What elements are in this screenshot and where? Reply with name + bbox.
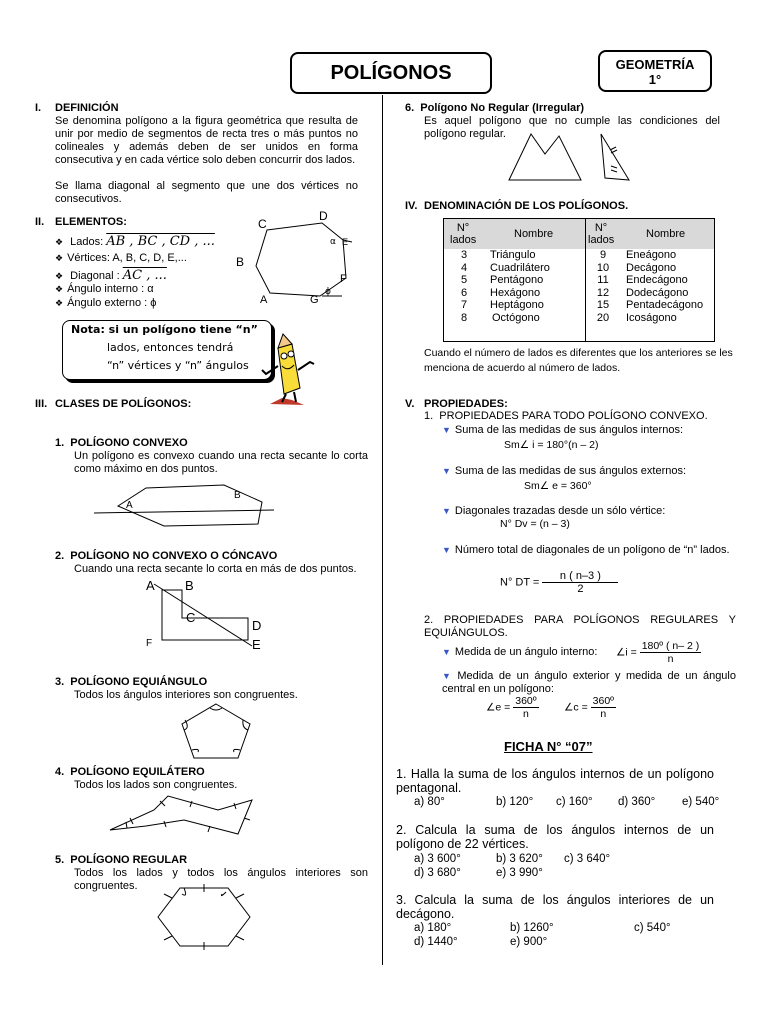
table-row: 10 Decágono <box>596 261 677 274</box>
convex-label-b: B <box>234 490 241 501</box>
section-4-number: IV. <box>405 200 418 212</box>
section-3-number: III. <box>35 398 48 410</box>
option: d) 1440° <box>414 936 458 948</box>
convex-label-a: A <box>126 500 133 511</box>
question-1-options <box>414 796 744 808</box>
question-3: 3. Calcula la suma de los ángulos interiores de un decágono. <box>396 893 714 921</box>
question-2: 2. Calcula la suma de los ángulos internos de un polígono de 22 vértices. <box>396 823 714 851</box>
regular-text: Todos los lados y todos los ángulos interiores son congruentes. <box>74 867 368 892</box>
table-row: 4 Cuadrilátero <box>460 261 550 274</box>
table-row: 20 Icoságono <box>596 311 677 324</box>
nota-line-2: lados, entonces tendrá <box>107 341 234 354</box>
prop-interior-angle-text: Medida de un ángulo interno: <box>454 646 598 658</box>
prop-interior-angle <box>442 646 597 658</box>
diagonal-value: AC , ... <box>122 268 167 283</box>
section-5-number: V. <box>405 398 415 410</box>
formula-central-angle-left: ∠c = <box>564 701 588 714</box>
vertices-item <box>55 252 187 264</box>
fig-label-c: C <box>258 217 267 231</box>
col-lados-label-2: lados <box>588 234 615 246</box>
nota-line-3: “n” vértices y “n” ángulos <box>107 359 249 372</box>
header-n-right <box>588 222 614 246</box>
option: e) 540° <box>682 796 720 808</box>
table-row: 8 Octógono <box>460 311 540 324</box>
no-convexo-text: Cuando una recta secante lo corta en más de dos puntos. <box>74 563 357 575</box>
option: c) 540° <box>634 922 671 934</box>
diagonal-item <box>55 268 167 283</box>
table-row: 12 Dodecágono <box>596 286 689 299</box>
fig-label-f: F <box>340 273 347 285</box>
diagonal-definition: Se llama diagonal al segmento que une dos vértices no consecutivos. <box>55 180 358 205</box>
prop-2-title: 2. PROPIEDADES PARA POLÍGONOS REGULARES Y EQUIÁNGULOS. <box>424 614 736 639</box>
page-title: POLÍGONOS <box>330 62 452 84</box>
concave-label-c: C <box>186 610 196 625</box>
grade-label: 1° <box>648 72 662 87</box>
option: c) 160° <box>556 796 593 808</box>
concave-label-d: D <box>252 618 262 633</box>
column-divider <box>382 95 383 965</box>
formula-interior-angle-num: 180º ( n– 2 ) <box>641 640 700 652</box>
section-2-number: II. <box>35 216 45 228</box>
question-2-options <box>414 852 654 880</box>
fig-label-b: B <box>236 255 245 269</box>
angulo-externo-item <box>55 297 156 309</box>
nota-line-1: Nota: si un polígono tiene “n” <box>71 323 258 336</box>
convexo-text: Un polígono es convexo cuando una recta secante lo corta como máximo en dos puntos. <box>74 450 368 475</box>
section-4-heading: DENOMINACIÓN DE LOS POLÍGONOS. <box>424 200 629 212</box>
option: d) 3 680° <box>414 867 461 879</box>
formula-total-diagonals-num: n ( n–3 ) <box>542 570 618 583</box>
col-n-label-2: N° <box>594 222 608 234</box>
equiangular-pentagon-figure <box>176 700 256 762</box>
formula-total-diagonals <box>500 570 618 595</box>
convex-polygon-figure <box>94 482 279 532</box>
option: c) 3 640° <box>564 853 611 865</box>
formula-exterior-angle-num: 360º <box>515 695 537 707</box>
prop-1-title: 1. PROPIEDADES PARA TODO POLÍGONO CONVEXO. <box>424 410 708 422</box>
polygon-names-table <box>443 218 715 342</box>
equilateral-polygon-figure <box>106 790 256 840</box>
header-nombre-right: Nombre <box>646 228 686 240</box>
section-1-heading: DEFINICIÓN <box>55 102 119 114</box>
option: e) 900° <box>510 936 548 948</box>
formula-total-diagonals-left: N° DT = <box>500 576 540 589</box>
irregular-polygons-figure <box>505 130 635 184</box>
option: e) 3 990° <box>496 867 543 879</box>
question-3-options <box>414 921 714 949</box>
option: d) 360° <box>618 796 656 808</box>
concave-label-b: B <box>185 578 194 593</box>
formula-external-sum: Sm∠ e = 360° <box>524 480 592 492</box>
section-2-heading: ELEMENTOS: <box>55 216 127 228</box>
option: b) 120° <box>496 796 534 808</box>
nota-box <box>62 320 272 380</box>
equilatero-text: Todos los lados son congruentes. <box>74 779 238 791</box>
formula-interior-angle <box>616 640 701 665</box>
formula-central-angle-num: 360º <box>592 695 614 707</box>
subject-box <box>598 50 712 92</box>
formula-internal-sum: Sm∠ i = 180°(n – 2) <box>504 439 599 451</box>
prop-external-sum <box>442 465 686 477</box>
diagonal-label: Diagonal : <box>70 270 120 282</box>
denomination-note: Cuando el número de lados es diferentes que los anteriores se les menciona de acuerdo al número de lados. <box>424 347 733 374</box>
option: b) 1260° <box>510 922 554 934</box>
angulo-externo-text: Ángulo externo : ϕ <box>67 297 157 309</box>
angulo-interno-item <box>55 283 154 295</box>
lados-value: AB , BC , CD , ... <box>106 234 215 249</box>
section-3-heading: CLASES DE POLÍGONOS: <box>55 398 192 410</box>
fig-label-a: A <box>260 294 268 306</box>
subject-label: GEOMETRÍA <box>615 57 695 72</box>
table-row: 5 Pentágono <box>460 274 544 287</box>
prop-external-sum-text: Suma de las medidas de sus ángulos externos: <box>454 465 687 477</box>
formula-interior-angle-left: ∠i = <box>616 646 637 659</box>
prop-diagonals-vertex-text: Diagonales trazadas desde un sólo vértice: <box>454 505 666 517</box>
prop-internal-sum-text: Suma de las medidas de sus ángulos internos: <box>454 424 683 436</box>
table-row: 3 Triángulo <box>460 249 536 261</box>
prop-internal-sum <box>442 424 683 436</box>
formula-exterior-angle <box>486 695 539 720</box>
regular-hexagon-figure <box>154 884 254 950</box>
equiangulo-title: 3. POLÍGONO EQUIÁNGULO <box>55 676 208 688</box>
convexo-title: 1. POLÍGONO CONVEXO <box>55 437 188 449</box>
elements-polygon-figure <box>230 208 360 310</box>
fig-label-g: G <box>310 294 319 306</box>
header-n-left <box>450 222 476 246</box>
vertices-text: Vértices: A, B, C, D, E,... <box>67 252 187 264</box>
table-left-rows <box>444 249 584 325</box>
formula-central-angle-den: n <box>600 708 607 720</box>
col-lados-label: lados <box>450 234 477 246</box>
table-row: 7 Heptágono <box>460 299 544 312</box>
equiangulo-text: Todos los ángulos interiores son congruentes. <box>74 689 298 701</box>
formula-interior-angle-den: n <box>667 653 674 665</box>
prop-diagonals-vertex <box>442 505 665 517</box>
option: a) 3 600° <box>414 853 461 865</box>
prop-total-diagonals <box>442 544 736 557</box>
option: b) 3 620° <box>496 853 543 865</box>
concave-polygon-figure <box>140 576 270 656</box>
header-nombre-left: Nombre <box>514 228 554 240</box>
fig-label-alpha: α <box>330 237 336 247</box>
no-convexo-title: 2. POLÍGONO NO CONVEXO O CÓNCAVO <box>55 550 278 562</box>
formula-diagonals-vertex: N° Dv = (n – 3) <box>500 518 570 530</box>
lados-label: Lados: <box>70 236 104 248</box>
lados-item <box>55 234 215 249</box>
irregular-title: 6. Polígono No Regular (Irregular) <box>405 102 585 114</box>
concave-label-e: E <box>252 637 261 652</box>
pencil-mascot-icon <box>258 326 318 408</box>
formula-central-angle <box>564 695 616 720</box>
definition-text: Se denomina polígono a la figura geométrica que resulta de unir por medio de segmentos de recta tres o más puntos no colineales y además deben de ser unidos en forma consecutiva y en cada vértice solo deben concurrir dos lados. <box>55 115 358 166</box>
regular-title: 5. POLÍGONO REGULAR <box>55 854 188 866</box>
table-row: 11 Endecágono <box>597 274 688 287</box>
formula-total-diagonals-den: 2 <box>577 583 584 595</box>
prop-total-diagonals-text: Número total de diagonales de un polígono de “n” lados. <box>454 544 730 556</box>
page-title-box <box>290 52 492 94</box>
concave-label-a: A <box>146 578 155 593</box>
formula-exterior-angle-left: ∠e = <box>486 701 511 714</box>
table-row: 6 Hexágono <box>460 286 541 299</box>
table-right-rows <box>586 249 714 325</box>
table-row: 9 Eneágono <box>599 249 677 261</box>
fig-label-e: E <box>342 237 349 247</box>
formula-exterior-angle-den: n <box>522 708 529 720</box>
fig-label-phi: ϕ <box>325 287 331 297</box>
question-1: 1. Halla la suma de los ángulos internos de un polígono pentagonal. <box>396 767 714 795</box>
irregular-text: Es aquel polígono que no cumple las condiciones del polígono regular. <box>424 115 720 140</box>
fig-label-d: D <box>319 209 328 223</box>
equilatero-title: 4. POLÍGONO EQUILÁTERO <box>55 766 205 778</box>
prop-exterior-central <box>442 670 736 696</box>
ficha-title: FICHA N° “07” <box>504 739 593 754</box>
angulo-interno-text: Ángulo interno : α <box>67 283 154 295</box>
table-row: 15 Pentadecágono <box>596 299 704 312</box>
prop-exterior-central-text: Medida de un ángulo exterior y medida de un ángulo central en un polígono: <box>442 670 736 695</box>
col-n-label: N° <box>456 222 470 234</box>
option: a) 180° <box>414 922 452 934</box>
concave-label-f: F <box>146 638 153 649</box>
section-1-number: I. <box>35 102 42 114</box>
section-5-heading: PROPIEDADES: <box>424 398 508 410</box>
option: a) 80° <box>414 796 445 808</box>
